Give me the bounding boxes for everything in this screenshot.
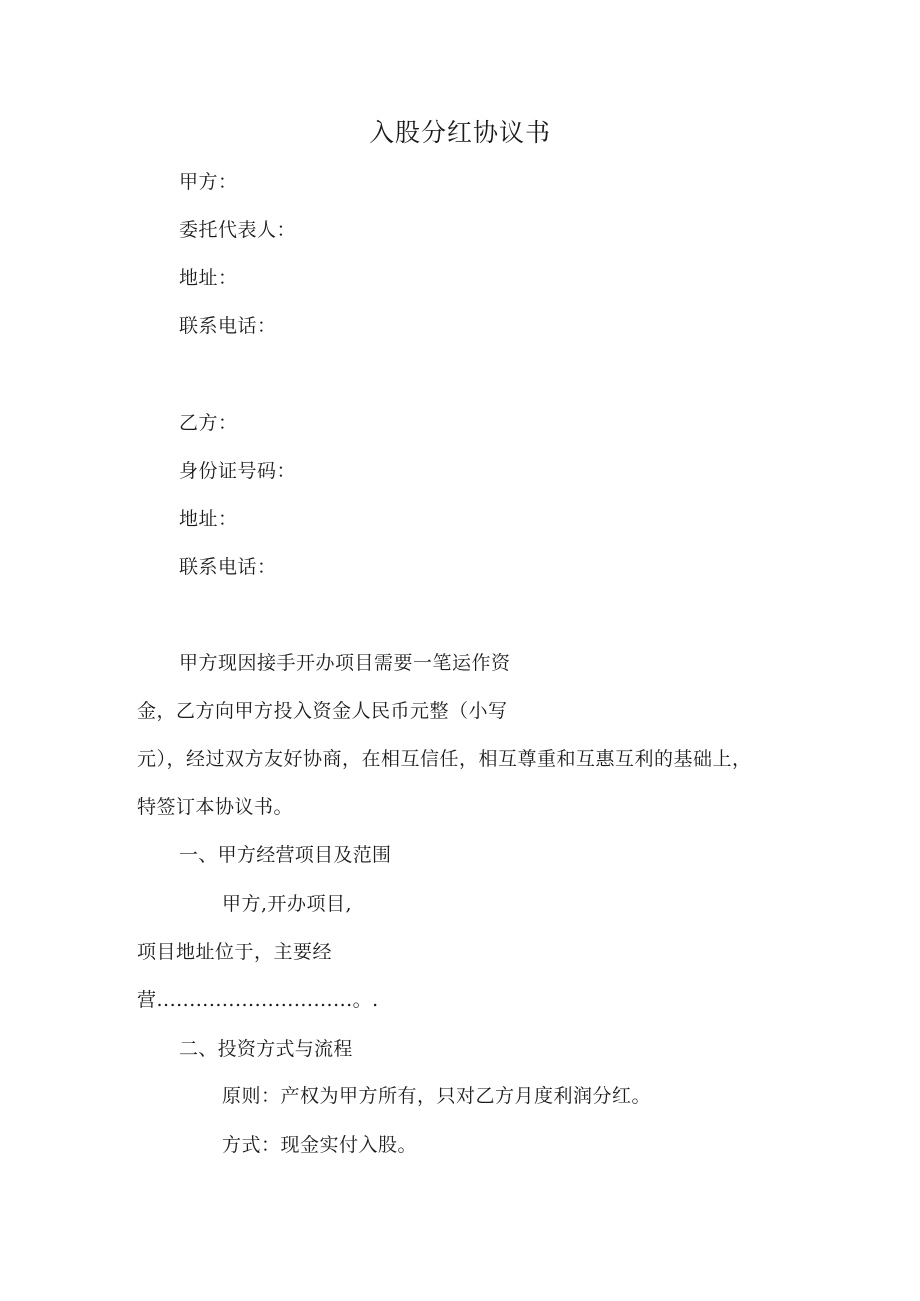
party-b-label: 乙方： [179,412,238,434]
party-a-address: 地址： [179,267,238,289]
document-title: 入股分红协议书 [368,118,551,147]
section-1-line-1: 甲方,开办项目, [222,893,353,915]
party-b-id-number: 身份证号码： [179,460,297,482]
preamble-line-4: 特签订本协议书。 [137,796,294,818]
section-2-line-1: 原则：产权为甲方所有，只对乙方月度利润分红。 [222,1085,652,1107]
preamble-line-1: 甲方现因接手开办项目需要一笔运作资 [179,652,511,674]
party-a-representative: 委托代表人： [179,219,297,241]
section-1-line-3: 营..............................。. [137,989,379,1011]
section-1-heading: 一、甲方经营项目及范围 [179,844,392,866]
section-2-line-2: 方式：现金实付入股。 [222,1134,418,1156]
party-a-label: 甲方： [179,171,238,193]
preamble-line-3: 元），经过双方友好协商，在相互信任，相互尊重和互惠互利的基础上， [137,748,752,770]
party-b-address: 地址： [179,508,238,530]
section-1-line-2: 项目地址位于，主要经 [137,941,333,963]
party-b-phone: 联系电话： [179,556,277,578]
section-2-heading: 二、投资方式与流程 [179,1038,353,1060]
party-a-phone: 联系电话： [179,315,277,337]
preamble-line-2: 金，乙方向甲方投入资金人民币元整（小写 [137,700,508,722]
